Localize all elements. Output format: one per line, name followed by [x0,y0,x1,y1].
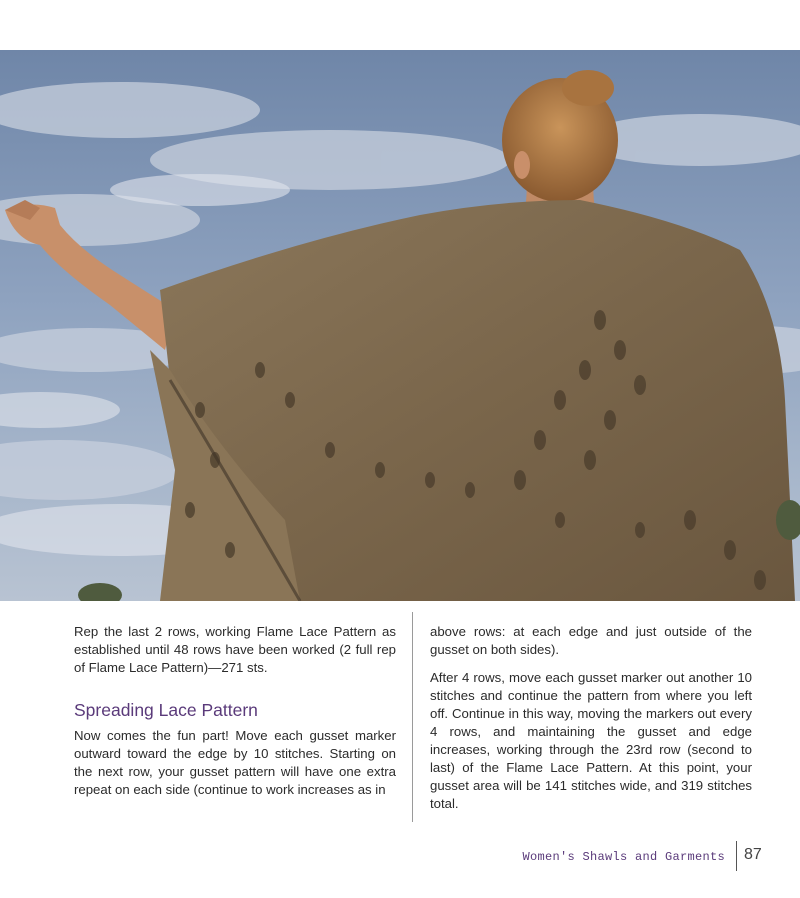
shawl-photo [0,50,800,601]
instruction-paragraph: above rows: at each edge and just outside of the gusset on both sides). [430,624,752,657]
instruction-paragraph: Now comes the fun part! Move each gusset marker outward toward the edge by 10 stitches. Starting on the next row, your gusset pattern will have one extra repeat on each side (continue to work increases as in [74,728,396,797]
column-divider [412,612,413,822]
right-text-column [430,623,752,823]
section-heading: Spreading Lace Pattern [74,700,258,720]
page-number: 87 [744,846,762,863]
instruction-paragraph: After 4 rows, move each gusset marker out another 10 stitches and continue the pattern from where you left off. Continue in this way, moving the markers out every 4 rows, and maintaining the gusset and edge increases, working through the 23rd row (second to last) of the Flame Lace Pattern. At this point, your gusset area will be 141 stitches wide, and 319 stitches total. [430,670,752,811]
footer-divider [736,841,737,871]
running-footer-title: Women's Shawls and Garments [522,850,725,864]
left-text-column [74,623,396,809]
instruction-paragraph: Rep the last 2 rows, working Flame Lace Pattern as established until 48 rows have been worked (2 full rep of Flame Lace Pattern)—271 sts. [74,624,396,675]
